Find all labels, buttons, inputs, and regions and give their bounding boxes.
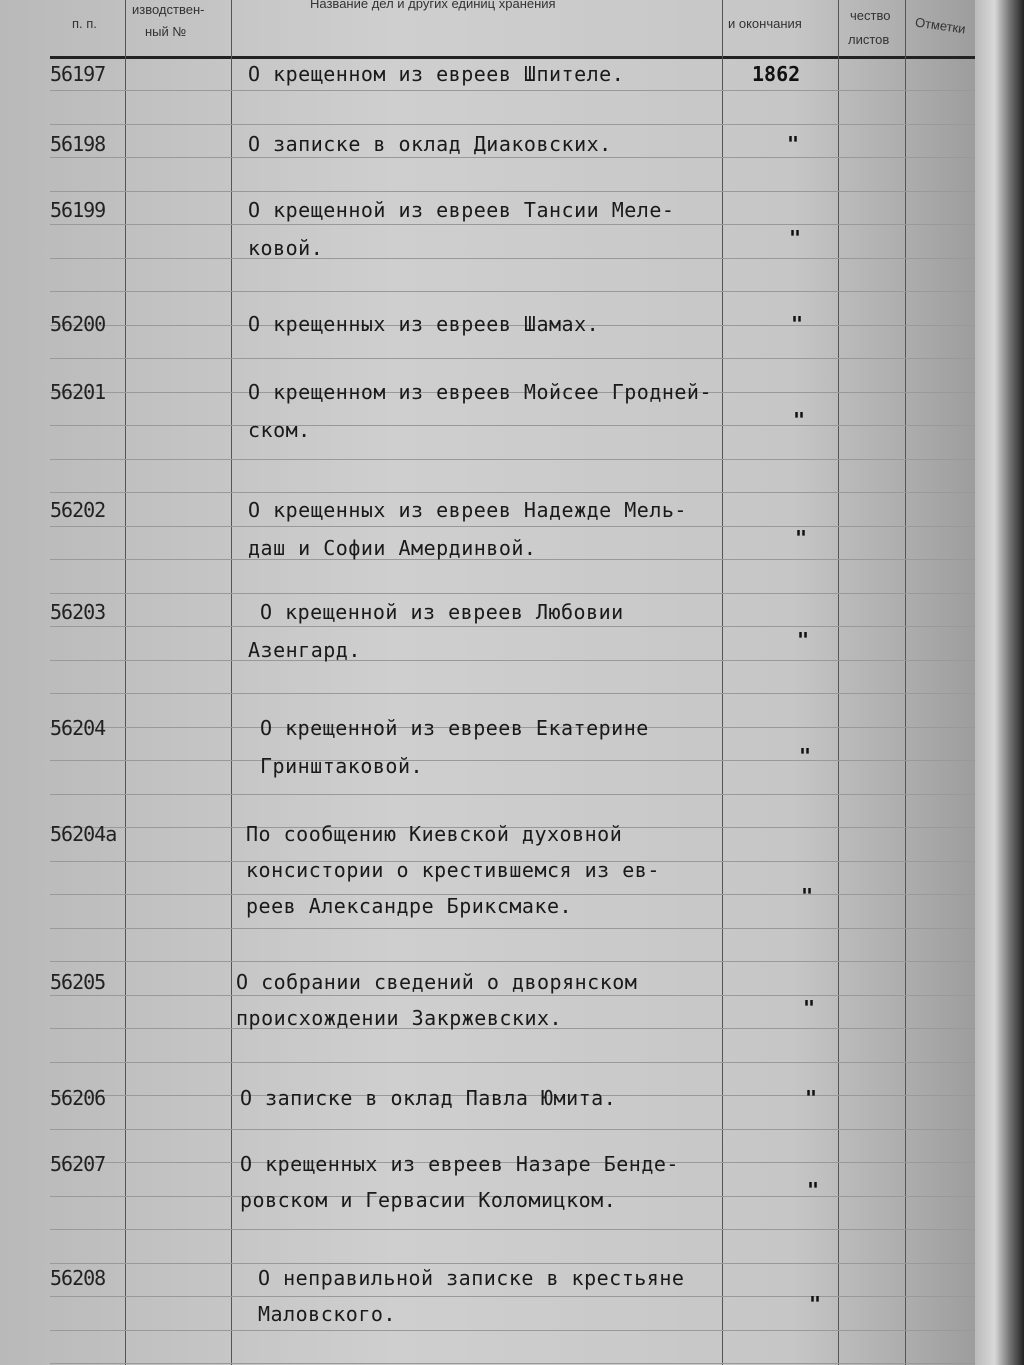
ruled-line (50, 693, 975, 694)
ruled-line (50, 1229, 975, 1230)
item-title-line: Гринштаковой. (260, 754, 424, 778)
item-date: " (793, 408, 806, 432)
column-divider (125, 0, 126, 1365)
ruled-line (50, 157, 975, 158)
header-prod-number-b: ный № (145, 24, 187, 39)
ruled-line (50, 961, 975, 962)
item-title-line: Азенгард. (248, 638, 361, 662)
column-divider (231, 0, 232, 1365)
item-number: 56207 (50, 1152, 106, 1176)
ruled-line (50, 995, 975, 996)
ruled-line (50, 526, 975, 527)
header-dates: и окончания (728, 16, 802, 31)
item-title-line: ковой. (248, 236, 324, 260)
ruled-line (50, 760, 975, 761)
column-divider (722, 0, 723, 1365)
item-date: " (809, 1292, 822, 1316)
item-number: 56208 (50, 1266, 106, 1290)
book-edge (975, 0, 1024, 1365)
column-divider (838, 0, 839, 1365)
item-title-line: О крещенном из евреев Мойсее Гродней- (248, 380, 713, 404)
header-sheets-b: листов (848, 32, 890, 47)
item-number: 56204а (50, 822, 117, 846)
item-number: 56200 (50, 312, 106, 336)
ruled-line (50, 1330, 975, 1331)
item-number: 56204 (50, 716, 106, 740)
header-rule (50, 56, 980, 59)
item-date: " (787, 132, 800, 156)
item-title-line: О крещенных из евреев Назаре Бенде- (240, 1152, 679, 1176)
item-title-line: консистории о крестившемся из ев- (246, 858, 660, 882)
ruled-line (50, 1129, 975, 1130)
header-sheets-a: чество (850, 8, 891, 23)
ruled-line (50, 1263, 975, 1264)
item-date: " (803, 996, 816, 1020)
item-title-line: происхождении Закржевских. (236, 1006, 563, 1030)
item-number: 56202 (50, 498, 106, 522)
item-date: " (807, 1178, 820, 1202)
column-divider (905, 0, 906, 1365)
item-title-line: ровском и Гервасии Коломицком. (240, 1188, 617, 1212)
item-title-line: О крещенном из евреев Шпителе. (248, 62, 625, 86)
header-notes: Отметки (914, 14, 967, 37)
item-title-line: О собрании сведений о дворянском (236, 970, 638, 994)
item-date: " (791, 312, 804, 336)
item-date: " (795, 526, 808, 550)
item-number: 56203 (50, 600, 106, 624)
item-title-line: О записке в оклад Диаковских. (248, 132, 612, 156)
ruled-line (50, 928, 975, 929)
item-title-line: ском. (248, 418, 311, 442)
ruled-line (50, 1363, 975, 1364)
item-title-line: О крещенных из евреев Надежде Мель- (248, 498, 687, 522)
ruled-line (50, 425, 975, 426)
item-date: " (797, 628, 810, 652)
ruled-line (50, 124, 975, 125)
item-date: " (801, 884, 814, 908)
item-title-line: даш и Софии Амердинвой. (248, 536, 537, 560)
item-number: 56201 (50, 380, 106, 404)
item-title-line: О крещенной из евреев Тансии Меле- (248, 198, 675, 222)
item-title-line: О крещенных из евреев Шамах. (248, 312, 600, 336)
ruled-line (50, 191, 975, 192)
item-title-line: Маловского. (258, 1302, 396, 1326)
ruled-line (50, 660, 975, 661)
ruled-line (50, 459, 975, 460)
item-number: 56197 (50, 62, 106, 86)
item-title-line: О записке в оклад Павла Юмита. (240, 1086, 617, 1110)
item-title-line: О крещенной из евреев Екатерине (260, 716, 649, 740)
ruled-line (50, 90, 975, 91)
item-title-line: реев Александре Бриксмаке. (246, 894, 573, 918)
item-title-line: По сообщению Киевской духовной (246, 822, 623, 846)
ruled-line (50, 291, 975, 292)
item-date: " (799, 744, 812, 768)
ruled-line (50, 593, 975, 594)
item-date: " (789, 226, 802, 250)
ruled-line (50, 358, 975, 359)
header-title: Название дел и других единиц хранения (310, 0, 556, 11)
ruled-line (50, 626, 975, 627)
item-number: 56205 (50, 970, 106, 994)
item-date: " (805, 1086, 818, 1110)
header-number: п. п. (72, 16, 97, 31)
item-number: 56206 (50, 1086, 106, 1110)
ruled-line (50, 794, 975, 795)
ruled-line (50, 1062, 975, 1063)
ruled-line (50, 258, 975, 259)
item-date: 1862 (752, 62, 801, 86)
item-number: 56198 (50, 132, 106, 156)
item-number: 56199 (50, 198, 106, 222)
ruled-line (50, 1296, 975, 1297)
header-prod-number-a: изводствен- (132, 2, 205, 17)
item-title-line: О неправильной записке в крестьяне (258, 1266, 685, 1290)
ruled-line (50, 224, 975, 225)
item-title-line: О крещенной из евреев Любовии (260, 600, 624, 624)
ruled-line (50, 492, 975, 493)
